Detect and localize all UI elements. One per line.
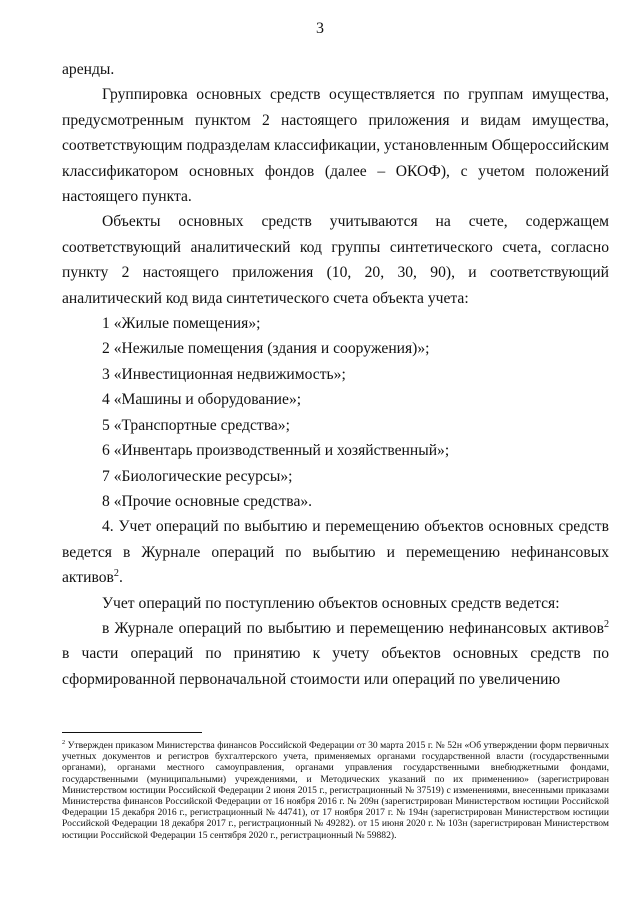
main-text [62, 57, 609, 692]
list-item: 5 «Транспортные средства»; [102, 416, 290, 434]
paragraph-accounting-objects: Объекты основных средств учитываются на счете, содержащем соответствующий аналитический код группы синтетического счета, согласно пункту 2 настоящего приложения (10, 20, 30, 90), и соответствующий аналитический код вида синтетического счета объекта учета: [62, 213, 609, 307]
footnote-mark: 2 [62, 738, 66, 746]
paragraph-text: 4. Учет операций по выбытию и перемещению объектов основных средств ведется в Журнале операций по выбытию и перемещению нефинансовых активов [62, 518, 609, 587]
footnote-ref: 2 [113, 567, 119, 579]
list-item: 8 «Прочие основные средства». [102, 492, 313, 510]
list-item: 1 «Жилые помещения»; [102, 315, 261, 333]
paragraph-receipt: Учет операций по поступлению объектов основных средств ведется: [102, 594, 560, 612]
list-item: 6 «Инвентарь производственный и хозяйственный»; [102, 442, 450, 460]
list-item: 3 «Инвестиционная недвижимость»; [102, 365, 346, 383]
list-item: 4 «Машины и оборудование»; [102, 391, 302, 409]
footnote-separator [62, 732, 202, 733]
footnote-text: Утвержден приказом Министерства финансов Российской Федерации от 30 марта 2015 г. № 52н «Об утверждении форм первичных учетных документов и регистров бухгалтерского учета, применяемых органами государственной власти (государственными органами), органами местного самоуправления, органами управления государственными внебюджетными фондами, государственными (муниципальными) учреждениями, и Методических указаний по их применению» (зарегистрирован Министерством юстиции Российской Федерации 2 июня 2015 г., регистрационный № 37519) с изменениями, внесенными приказами Министерства финансов Российской Федерации от 16 ноября 2016 г. № 209н (зарегистрирован Министерством юстиции Российской Федерации 15 декабря 2016 г., регистрационный № 44741), от 17 ноября 2017 г. № 194н (зарегистрирован Министерством юстиции Российской Федерации 18 декабря 2017 г., регистрационный № 49282). от 15 июня 2020 г. № 103н (зарегистрирован Министерством юстиции Российской Федерации 15 сентября 2020 г., регистрационный № 59882). [62, 740, 609, 841]
page-number: 3 [316, 20, 324, 37]
paragraph-end: . [118, 569, 123, 587]
paragraph-text: в Журнале операций по выбытию и перемещению нефинансовых активов [102, 619, 604, 637]
footnote-ref: 2 [603, 618, 609, 630]
list-item: 2 «Нежилые помещения (здания и сооружения)»; [102, 340, 430, 358]
paragraph-continuation-text: в части операций по принятию к учету объектов основных средств по сформированной первоначальной стоимости или операций по увеличению [62, 645, 609, 688]
paragraph-disposal-journal [62, 514, 609, 590]
paragraph-grouping: Группировка основных средств осуществляется по группам имущества, предусмотренным пунктом 2 настоящего приложения и видам имущества, соответствующим подразделам классификации, установленным Общероссийским классификатором основных фондов (далее – ОКОФ), с учетом положений настоящего пункта. [62, 86, 609, 206]
list-item: 7 «Биологические ресурсы»; [102, 467, 293, 485]
paragraph-continuation: аренды. [62, 61, 115, 78]
footnote [62, 740, 609, 841]
paragraph-journal-receipt [62, 616, 609, 692]
